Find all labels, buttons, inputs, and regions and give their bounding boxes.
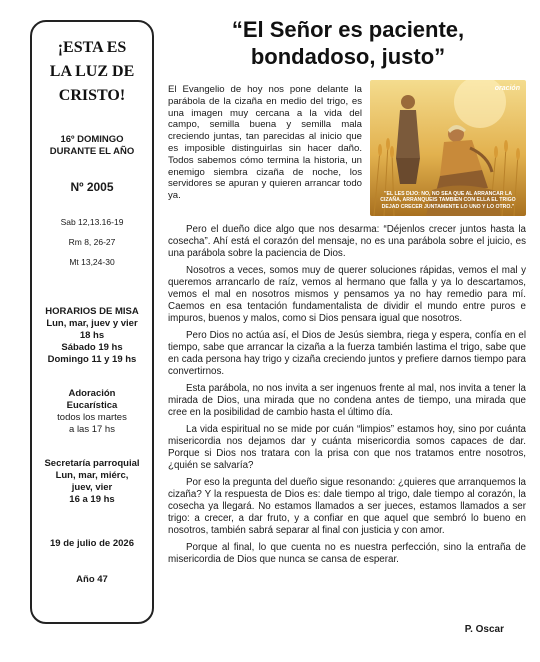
reading-ref: Sab 12,13.16-19 [60,217,124,227]
sidebar-heading-line: LA LUZ DE [49,63,135,80]
adoration-line: a las 17 hs [69,424,115,435]
adoration-line: todos los martes [57,412,127,423]
body-paragraph: Porque al final, lo que cuenta no es nuestra perfección, sino la entraña de misericordia de Dios que nunca se cansa de esperar. [168,542,526,565]
image-caption: "EL LES DIJO: NO, NO SEA QUE AL ARRANCAR LA CIZAÑA, ARRANQUEIS TAMBIEN CON ELLA EL TRIGO DEJAD CRECER JUNTAMENTE LO UNO Y LO OTRO." [380,191,516,210]
office-line: 16 a 19 hs [69,494,115,505]
author-signature: P. Oscar [464,624,504,635]
article-intro [168,84,362,207]
mass-schedule-title: HORARIOS DE MISA [45,306,139,317]
adoration [32,388,152,436]
article-title-line: “El Señor es paciente, [231,17,465,42]
readings [32,216,152,268]
body-paragraph: La vida espiritual no se mide por cuán “limpios” estamos hoy, sino por cuánta misericordia nos dejamos dar y cuánta misericordia somos capaces de dar. Porque si Dios nos tratara con la prisa con que nos tratamos entre nosotros, ¿quién se salvaría? [168,424,526,471]
oracion-logo: oración [494,85,520,92]
body-paragraph: Pero el dueño dice algo que nos desarma: “Déjenlos crecer juntos hasta la cosecha”. Ahí está el corazón del mensaje, no es una parábola sobre el juicio, es una parábola sobre la paciencia de Dios. [168,224,526,259]
mass-line: Domingo 11 y 19 hs [47,354,137,365]
sidebar-panel [30,20,154,624]
sidebar-heading-line: ¡ESTA ES [57,39,127,56]
sunday-label [32,134,152,158]
intro-paragraph: El Evangelio de hoy nos pone delante la parábola de la cizaña en medio del trigo, es una imagen muy cercana a la vida del campo, semilla buena y semilla mala creciendo juntas, tan parecidas al inicio que es imposible distinguirlas sin hacer daño. Todos sabemos cómo termina la historia, un enemigo siembra cizaña de noche, los servidores se apuran y quieren arrancar todo ya. [168,84,362,202]
mass-schedule [32,306,152,366]
reading-ref: Mt 13,24-30 [69,257,115,267]
sunday-line: DURANTE EL AÑO [49,146,135,157]
office-line: juev, vier [71,482,113,493]
adoration-title: Adoración [68,388,116,399]
sidebar-heading-line: CRISTO! [58,87,126,104]
article-title [168,16,528,70]
mass-line: 18 hs [79,330,105,341]
issue-date: 19 de julio de 2026 [50,538,134,549]
sidebar-heading [32,36,152,108]
issue-number: Nº 2005 [70,180,114,194]
issue-year: Año 47 [76,574,108,585]
reading-ref: Rm 8, 26-27 [68,237,116,247]
body-paragraph: Por eso la pregunta del dueño sigue resonando: ¿quieres que arranquemos la cizaña? Y la respuesta de Dios es: dale tiempo al trigo, dale tiempo al corazón, la cosecha ya llegará. No estamos llamados a ser jueces, estamos llamados a ser trigo: a crecer, a dar fruto, y a confiar en que aquel que sembró lo bueno en nosotros, también sabrá separar al final con justicia y con amor. [168,477,526,536]
parish-office [32,458,152,506]
wheat-harvest-illustration [370,80,526,216]
body-paragraph: Esta parábola, no nos invita a ser ingenuos frente al mal, nos invita a tener la mirada de Dios, una mirada que no condena antes de tiempo, una mirada que cree en la posibilidad de cambio hasta el último día. [168,383,526,418]
body-paragraph: Nosotros a veces, somos muy de querer soluciones rápidas, vemos el mal y queremos arrancarlo de raíz, vemos al hermano que falla y ya lo descartamos, vemos el mal en nosotros mismos y pensamos ya no hay remedio para mí. Caemos en esa tentación fundamentalista de dividir el mundo entre puros e impuros, buenos y malos, como si Dios pensara igual que nosotros. [168,265,526,324]
body-paragraph: Pero Dios no actúa así, el Dios de Jesús siembra, riega y espera, confía en el tiempo, sabe que arrancar la cizaña a la fuerza también lastima el trigo, sabe que en cada persona hay trigo y cizaña creciendo juntos y prefiere darnos tiempo para convertirnos. [168,330,526,377]
office-line: Lun, mar, miérc, [55,470,129,481]
mass-line: Lun, mar, juev y vier [46,318,138,329]
article-body [168,224,526,571]
mass-line: Sábado 19 hs [61,342,123,353]
parish-office-title: Secretaría parroquial [44,458,140,469]
adoration-title: Eucarística [66,400,118,411]
sunday-line: 16º DOMINGO [60,134,124,145]
article-title-line: bondadoso, justo” [250,44,446,69]
